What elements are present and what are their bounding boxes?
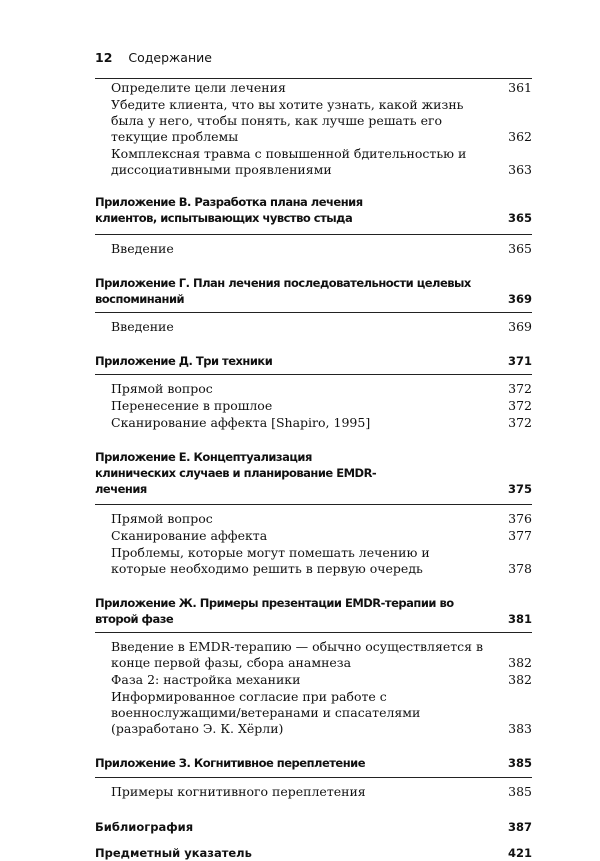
toc-entry[interactable]: [95, 545, 532, 577]
entry-page: 372: [508, 381, 532, 396]
entry-page: 382: [508, 655, 532, 670]
section-title: Библиография: [95, 820, 194, 834]
page-number: 12: [95, 50, 113, 65]
entry-title: Определите цели лечения: [111, 80, 286, 95]
appendix-heading[interactable]: [95, 595, 532, 632]
entry-title: Введение в EMDR-терапию — обычно осуществляется в конце первой фазы, сбора анамнеза: [111, 639, 484, 670]
appendix-page: 385: [507, 756, 532, 770]
toc-entry[interactable]: [95, 639, 532, 671]
toc-entry[interactable]: [95, 689, 532, 737]
appendix-page: 371: [507, 354, 532, 368]
toc-entry[interactable]: [95, 398, 532, 414]
appendix-title: Приложение З. Когнитивное переплетение: [95, 756, 366, 770]
entry-title: Сканирование аффекта: [111, 528, 268, 543]
entry-title: Убедите клиента, что вы хотите узнать, какой жизнь была у него, чтобы понять, как лучше решать его текущие проблемы: [111, 97, 464, 144]
bibliography-heading[interactable]: [95, 819, 532, 835]
entry-page: 383: [508, 721, 532, 736]
appendix-title: Приложение Г. План лечения последовательности целевых воспоминаний: [95, 276, 471, 306]
toc-entry[interactable]: [95, 415, 532, 431]
entry-page: 376: [508, 511, 532, 526]
appendix-entries: [95, 504, 532, 577]
section-title: Предметный указатель: [95, 846, 252, 860]
entry-page: 378: [508, 561, 532, 576]
appendix-page: 365: [507, 211, 532, 225]
section-page: 421: [507, 846, 532, 860]
entry-page: 377: [508, 528, 532, 543]
table-of-contents: [95, 78, 532, 861]
entry-page: 382: [508, 672, 532, 687]
appendix-entries: [95, 374, 532, 431]
toc-entry[interactable]: [95, 672, 532, 688]
entry-title: Проблемы, которые могут помешать лечению и которые необходимо решить в первую очередь: [111, 545, 430, 576]
appendix-title: Приложение Е. Концептуализация клинических случаев и планирование EMDR-лечения: [95, 450, 377, 496]
entry-page: 372: [508, 398, 532, 413]
entry-page: 361: [508, 80, 532, 95]
section-page: 387: [507, 820, 532, 834]
entry-title: Прямой вопрос: [111, 381, 213, 396]
entry-title: Прямой вопрос: [111, 511, 213, 526]
appendix-entries: [95, 632, 532, 737]
entry-title: Введение: [111, 241, 174, 256]
entry-title: Информированное согласие при работе с военнослужащими/ветеранами и спасателями (разработано Э. К. Хёрли): [111, 689, 421, 736]
toc-entry[interactable]: [95, 381, 532, 397]
page-header: [95, 50, 212, 65]
header-title: Содержание: [128, 50, 212, 65]
entry-title: Фаза 2: настройка механики: [111, 672, 301, 687]
appendix-entries: [95, 234, 532, 257]
appendix-entries: [95, 312, 532, 335]
appendix-page: 375: [507, 482, 532, 496]
toc-entry[interactable]: [95, 80, 532, 96]
toc-entry[interactable]: [95, 784, 532, 800]
toc-entry[interactable]: [95, 511, 532, 527]
appendix-heading[interactable]: [95, 194, 532, 234]
appendix-entries: [95, 777, 532, 800]
entry-page: 362: [508, 129, 532, 144]
appendix-title: Приложение В. Разработка плана лечения клиентов, испытывающих чувство стыда: [95, 195, 363, 225]
index-heading[interactable]: [95, 845, 532, 861]
entry-page: 372: [508, 415, 532, 430]
toc-entry[interactable]: [95, 319, 532, 335]
appendix-heading[interactable]: [95, 275, 532, 312]
appendix-heading[interactable]: [95, 755, 532, 777]
entry-title: Перенесение в прошлое: [111, 398, 273, 413]
entry-page: 369: [508, 319, 532, 334]
toc-entry[interactable]: [95, 528, 532, 544]
entry-page: 363: [508, 162, 532, 177]
entry-title: Примеры когнитивного переплетения: [111, 784, 366, 799]
toc-entry[interactable]: [95, 97, 532, 145]
intro-entries: [95, 78, 532, 178]
appendix-title: Приложение Ж. Примеры презентации EMDR-терапии во второй фазе: [95, 596, 454, 626]
entry-title: Сканирование аффекта [Shapiro, 1995]: [111, 415, 371, 430]
appendix-page: 381: [507, 612, 532, 626]
entry-title: Введение: [111, 319, 174, 334]
entry-title: Комплексная травма с повышенной бдительностью и диссоциативными проявлениями: [111, 146, 467, 177]
toc-entry[interactable]: [95, 241, 532, 257]
toc-entry[interactable]: [95, 146, 532, 178]
appendix-page: 369: [507, 292, 532, 306]
entry-page: 385: [508, 784, 532, 799]
entry-page: 365: [508, 241, 532, 256]
appendix-heading[interactable]: [95, 449, 532, 504]
appendix-heading[interactable]: [95, 353, 532, 374]
appendix-title: Приложение Д. Три техники: [95, 354, 273, 368]
